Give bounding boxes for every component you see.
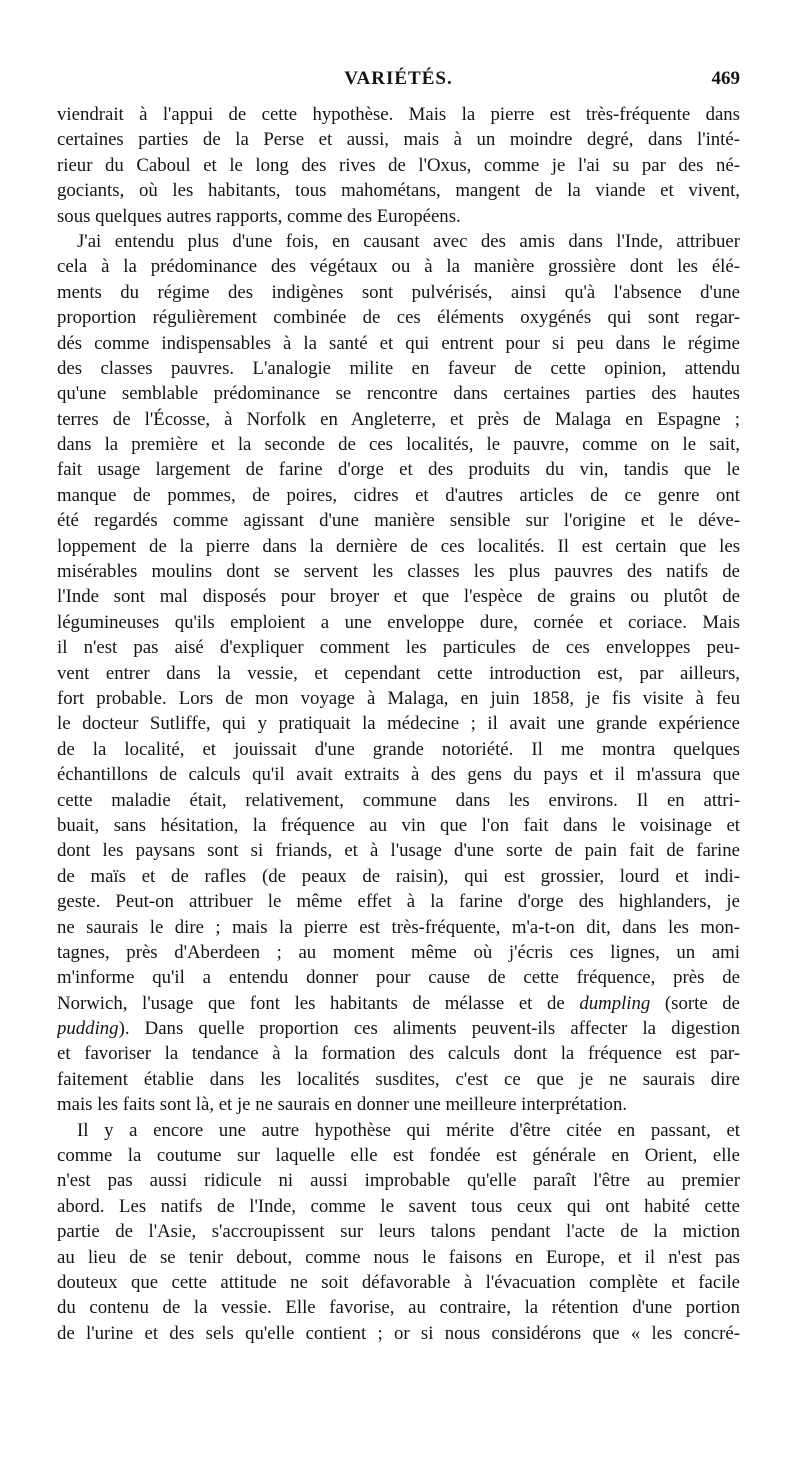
text-line: rieur du Caboul et le long des rives de l'Oxus, comme je l'ai su par des né- xyxy=(57,154,740,176)
paragraph-first-line: Il y a encore une autre hypothèse qui mérite d'être citée en passant, et xyxy=(77,1119,740,1141)
text-line-with-italic xyxy=(57,991,740,1016)
text-line: comme la coutume sur laquelle elle est fondée est générale en Orient, elle xyxy=(57,1145,740,1167)
text-line: buait, sans hésitation, la fréquence au vin que l'on fait dans le voisinage et xyxy=(57,814,740,836)
text-line: ments du régime des indigènes sont pulvérisés, ainsi qu'à l'absence d'une xyxy=(57,281,740,303)
text-line: cela à la prédominance des végétaux ou à la manière grossière dont les élé- xyxy=(57,256,740,278)
text-line: au lieu de se tenir debout, comme nous le faisons en Europe, et il n'est pas xyxy=(57,1246,740,1268)
text-line: sous quelques autres rapports, comme des Européens. xyxy=(57,205,461,227)
text-line: gociants, où les habitants, tous mahométans, mangent de la viande et vivent, xyxy=(57,180,740,202)
italic-term: pudding xyxy=(57,1018,119,1040)
text-line: de la localité, et jouissait d'une grande notoriété. Il me montra quelques xyxy=(57,738,740,760)
text-line: douteux que cette attitude ne soit défavorable à l'évacuation complète et facile xyxy=(57,1271,740,1293)
text-line: mais les faits sont là, et je ne saurais en donner une meilleure interprétation. xyxy=(57,1094,628,1116)
text-line: qu'une semblable prédominance se rencontre dans certaines parties des hautes xyxy=(57,383,740,405)
text-line: du contenu de la vessie. Elle favorise, au contraire, la rétention d'une portion xyxy=(57,1297,740,1319)
text-line: l'Inde sont mal disposés pour broyer et que l'espèce de grains ou plutôt de xyxy=(57,586,740,608)
text-line: misérables moulins dont se servent les classes les plus pauvres des natifs de xyxy=(57,561,740,583)
text-line: et favoriser la tendance à la formation des calculs dont la fréquence est par- xyxy=(57,1043,740,1065)
text-line: certaines parties de la Perse et aussi, mais à un moindre degré, dans l'inté- xyxy=(57,129,740,151)
text-line: proportion régulièrement combinée de ces éléments oxygénés qui sont regar- xyxy=(57,307,740,329)
text-segment: ). Dans quelle proportion ces aliments peuvent-ils affecter la digestion xyxy=(118,1018,740,1040)
body-text xyxy=(57,102,740,1346)
text-line: légumineuses qu'ils emploient a une enveloppe dure, cornée et coriace. Mais xyxy=(57,611,740,633)
text-line: dés comme indispensables à la santé et qui entrent pour si peu dans le régime xyxy=(57,332,740,354)
text-segment: Norwich, l'usage que font les habitants de mélasse et de xyxy=(57,992,580,1014)
text-line: de l'urine et des sels qu'elle contient ; or si nous considérons que « les concré- xyxy=(57,1322,740,1344)
text-line: geste. Peut-on attribuer le même effet à la farine d'orge des highlanders, je xyxy=(57,891,740,913)
text-line-with-italic xyxy=(57,1016,740,1041)
text-line: abord. Les natifs de l'Inde, comme le savent tous ceux qui ont habité cette xyxy=(57,1195,740,1217)
text-line: échantillons de calculs qu'il avait extraits à des gens du pays et il m'assura que xyxy=(57,764,740,786)
text-line: tagnes, près d'Aberdeen ; au moment même où j'écris ces lignes, un ami xyxy=(57,941,740,963)
text-line: manque de pommes, de poires, cidres et d'autres articles de ce genre ont xyxy=(57,484,740,506)
running-title: VARIÉTÉS. xyxy=(344,68,453,89)
text-line: terres de l'Écosse, à Norfolk en Angleterre, et près de Malaga en Espagne ; xyxy=(57,408,740,430)
text-line: cette maladie était, relativement, commune dans les environs. Il en attri- xyxy=(57,789,740,811)
text-line: ne saurais le dire ; mais la pierre est très-fréquente, m'a-t-on dit, dans les mon- xyxy=(57,916,740,938)
page-number: 469 xyxy=(711,68,740,89)
text-line: faitement établie dans les localités susdites, c'est ce que je ne saurais dire xyxy=(57,1068,740,1090)
text-line: m'informe qu'il a entendu donner pour cause de cette fréquence, près de xyxy=(57,967,740,989)
italic-term: dumpling xyxy=(579,992,651,1014)
text-line: fort probable. Lors de mon voyage à Malaga, en juin 1858, je fis visite à feu xyxy=(57,687,740,709)
text-line: dont les paysans sont si friands, et à l'usage d'une sorte de pain fait de farine xyxy=(57,840,740,862)
text-line: dans la première et la seconde de ces localités, le pauvre, comme on le sait, xyxy=(57,434,740,456)
text-line: des classes pauvres. L'analogie milite en faveur de cette opinion, attendu xyxy=(57,357,740,379)
text-line: partie de l'Asie, s'accroupissent sur leurs talons pendant l'acte de la miction xyxy=(57,1221,740,1243)
text-line: de maïs et de rafles (de peaux de raisin), qui est grossier, lourd et indi- xyxy=(57,865,740,887)
running-head xyxy=(57,68,740,98)
paragraph-first-line: J'ai entendu plus d'une fois, en causant avec des amis dans l'Inde, attribuer xyxy=(77,230,740,252)
text-line: été regardés comme agissant d'une manière sensible sur l'origine et le déve- xyxy=(57,510,740,532)
text-line: viendrait à l'appui de cette hypothèse. Mais la pierre est très-fréquente dans xyxy=(57,104,740,125)
text-line: loppement de la pierre dans la dernière de ces localités. Il est certain que les xyxy=(57,535,740,557)
text-line: il n'est pas aisé d'expliquer comment les particules de ces enveloppes peu- xyxy=(57,637,740,659)
text-line: vent entrer dans la vessie, et cependant cette introduction est, par ailleurs, xyxy=(57,662,740,684)
text-line: fait usage largement de farine d'orge et des produits du vin, tandis que le xyxy=(57,459,740,481)
text-line: n'est pas aussi ridicule ni aussi improbable qu'elle paraît l'être au premier xyxy=(57,1170,740,1192)
text-line: le docteur Sutliffe, qui y pratiquait la médecine ; il avait une grande expérience xyxy=(57,713,740,735)
text-segment: (sorte de xyxy=(650,992,740,1014)
